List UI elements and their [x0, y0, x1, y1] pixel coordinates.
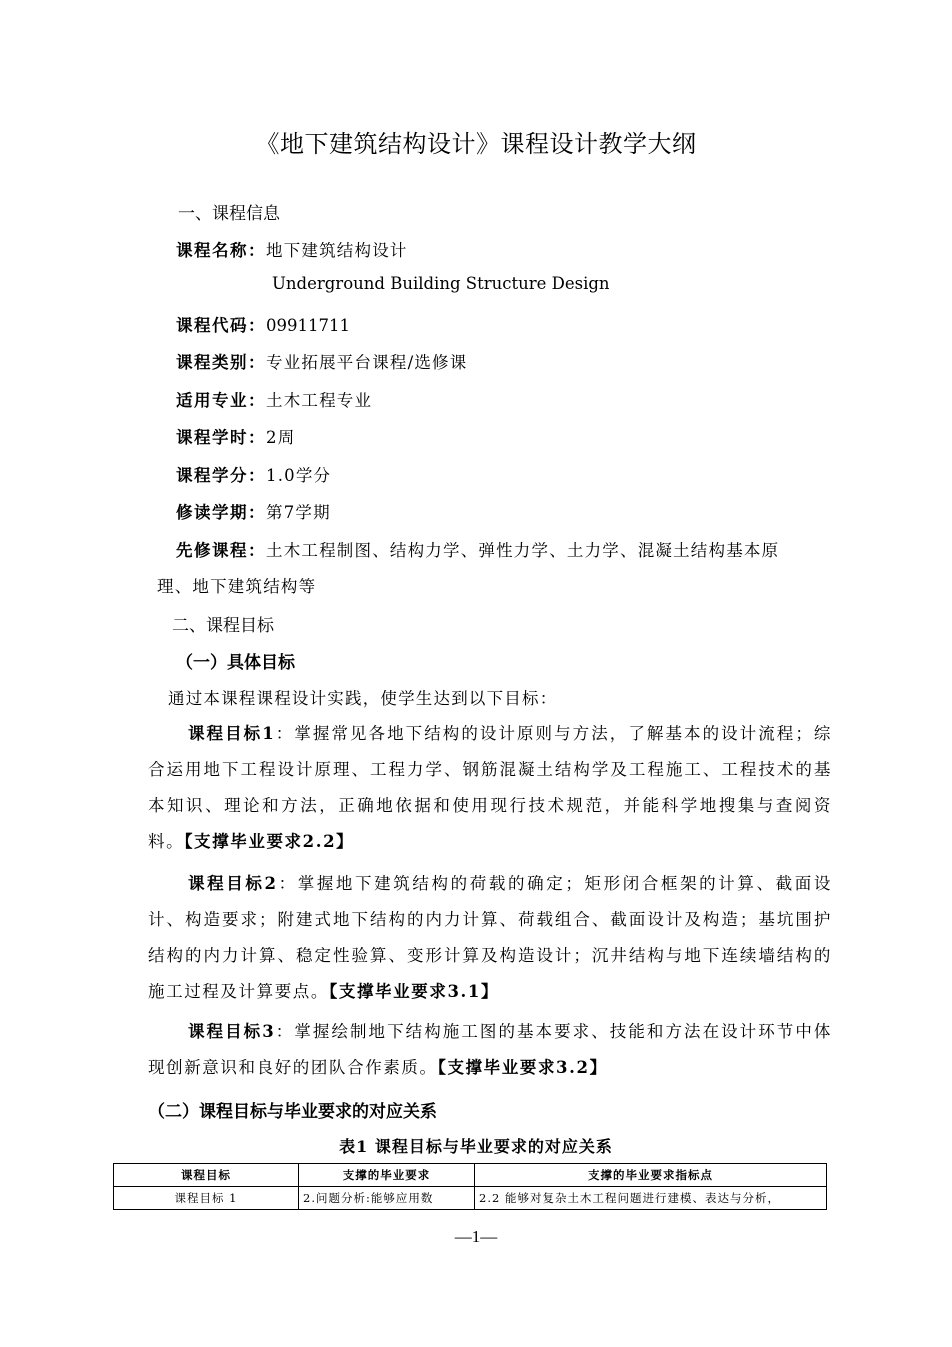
- section-heading-course-goals: 二、课程目标: [172, 616, 274, 636]
- major-label: 适用专业：: [176, 391, 266, 410]
- table-header-cell: 支撑的毕业要求指标点: [475, 1164, 827, 1187]
- prereq-label: 先修课程：: [176, 541, 266, 560]
- course-name-label: 课程名称：: [176, 241, 266, 260]
- table-row: [114, 1187, 827, 1210]
- subheading-goal-mapping: （二）课程目标与毕业要求的对应关系: [148, 1102, 437, 1122]
- table-header-row: [114, 1164, 827, 1187]
- table-cell: 课程目标 1: [114, 1187, 299, 1210]
- page-number: —1—: [454, 1227, 498, 1246]
- major-value: 土木工程专业: [266, 391, 373, 410]
- goal-3-label: 课程目标3: [188, 1022, 276, 1041]
- section-heading-course-info: 一、课程信息: [178, 204, 280, 224]
- hours-label: 课程学时：: [176, 428, 266, 447]
- page-title: 《地下建筑结构设计》课程设计教学大纲: [255, 130, 697, 158]
- course-category-label: 课程类别：: [176, 353, 266, 372]
- credits-value: 1.0学分: [266, 466, 332, 485]
- course-category-row: [176, 349, 467, 373]
- goal-3-support: 【支撑毕业要求3.2】: [437, 1058, 608, 1077]
- course-name-row: [176, 237, 408, 261]
- term-label: 修读学期：: [176, 503, 266, 522]
- goal-3-text: ：掌握绘制地下结构施工图的基本要求、技能和方法在设计环节中体现创新意识和良好的团队合作素质。: [148, 1022, 833, 1077]
- course-name-cn: 地下建筑结构设计: [266, 241, 408, 260]
- term-row: [176, 499, 331, 523]
- goal-1-text: ：掌握常见各地下结构的设计原则与方法，了解基本的设计流程；综合运用地下工程设计原理、工程力学、钢筋混凝土结构学及工程施工、工程技术的基本知识、理论和方法，正确地依据和使用现行技术规范，并能科学地搜集与查阅资料。: [148, 724, 833, 851]
- table-caption: 表1 课程目标与毕业要求的对应关系: [339, 1137, 613, 1156]
- table-cell: 2.2 能够对复杂土木工程问题进行建模、表达与分析，: [475, 1187, 827, 1210]
- table-cell: 2.问题分析:能够应用数: [299, 1187, 475, 1210]
- major-row: [176, 387, 372, 411]
- goal-3-paragraph: [148, 1014, 832, 1086]
- table-header-cell: 课程目标: [114, 1164, 299, 1187]
- subheading-specific-goals: （一）具体目标: [176, 653, 295, 673]
- goal-2-text: ：掌握地下建筑结构的荷载的确定；矩形闭合框架的计算、截面设计、构造要求；附建式地下结构的内力计算、荷载组合、截面设计及构造；基坑围护结构的内力计算、稳定性验算、变形计算及构造设计；沉井结构与地下连续墙结构的施工过程及计算要点。: [148, 874, 832, 1001]
- credits-label: 课程学分：: [176, 466, 266, 485]
- goal-2-support: 【支撑毕业要求3.1】: [329, 982, 500, 1001]
- course-code-label: 课程代码：: [176, 316, 266, 335]
- hours-value: 2周: [266, 428, 296, 447]
- hours-row: [176, 424, 295, 448]
- table-header-cell: 支撑的毕业要求: [299, 1164, 475, 1187]
- term-value: 第7学期: [266, 503, 331, 522]
- course-code-value: 09911711: [266, 316, 350, 335]
- course-name-en: Underground Building Structure Design: [272, 274, 610, 293]
- goal-1-label: 课程目标1: [188, 724, 276, 743]
- goal-2-paragraph: [148, 866, 832, 1010]
- goal-1-support: 【支撑毕业要求2.2】: [184, 832, 355, 851]
- goal-2-label: 课程目标2: [188, 874, 278, 893]
- course-code-row: [176, 312, 350, 336]
- course-category-value: 专业拓展平台课程/选修课: [266, 353, 468, 372]
- credits-row: [176, 462, 331, 486]
- prereq-value-line2: 理、地下建筑结构等: [157, 577, 317, 596]
- prereq-value-line1: 土木工程制图、结构力学、弹性力学、土力学、混凝土结构基本原: [266, 541, 780, 560]
- goal-1-paragraph: [148, 716, 832, 860]
- goals-intro: 通过本课程课程设计实践，使学生达到以下目标：: [168, 689, 558, 708]
- goals-mapping-table: [113, 1163, 827, 1210]
- prereq-row: [176, 537, 779, 561]
